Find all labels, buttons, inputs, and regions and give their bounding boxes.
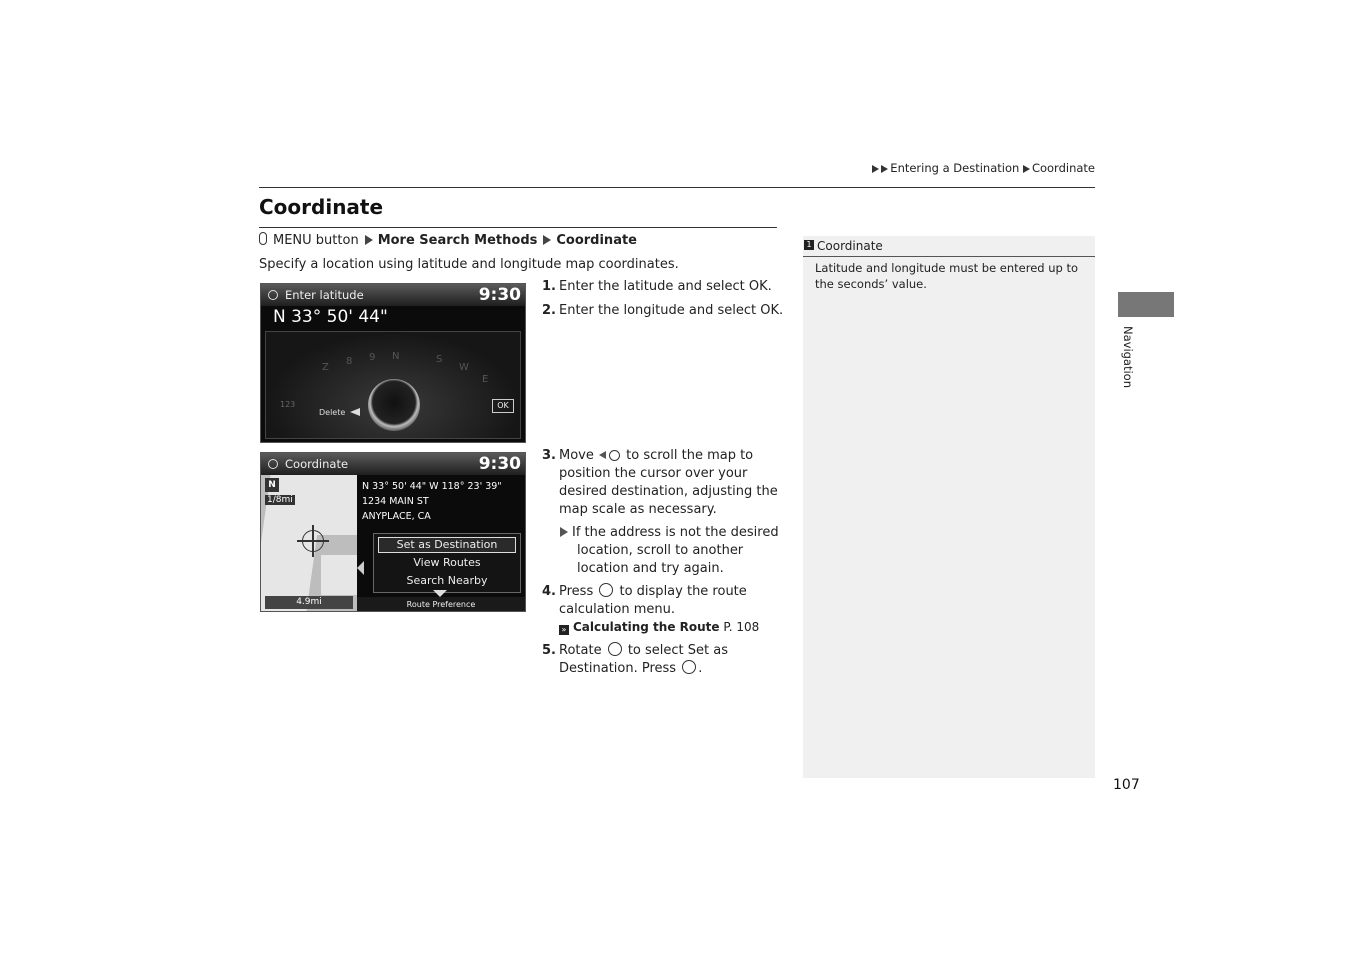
step-text: calculation menu. bbox=[559, 602, 675, 617]
screen-time: 9:30 bbox=[478, 454, 521, 474]
top-divider bbox=[259, 187, 1095, 188]
crosshair-icon bbox=[302, 530, 324, 552]
screen-header bbox=[261, 284, 525, 306]
step-text: . bbox=[779, 303, 784, 318]
step-text: desired destination, adjusting the bbox=[559, 484, 778, 499]
coordinate-map-screenshot bbox=[260, 452, 526, 612]
path-arrow-icon bbox=[365, 235, 373, 245]
breadcrumb-arrow-icon bbox=[881, 165, 888, 173]
step-keyword: Set as bbox=[687, 643, 728, 658]
step-number: 2. bbox=[542, 303, 556, 318]
north-arrow-icon: N bbox=[265, 478, 279, 492]
breadcrumb-section[interactable]: Entering a Destination bbox=[890, 161, 1020, 175]
step-keyword: OK bbox=[748, 279, 768, 294]
page-number: 107 bbox=[1113, 777, 1140, 793]
address-line: 1234 MAIN ST bbox=[362, 496, 429, 507]
side-note-header bbox=[803, 236, 1095, 257]
step-number: 1. bbox=[542, 279, 556, 294]
side-note-panel bbox=[803, 236, 1095, 778]
breadcrumb bbox=[872, 161, 1095, 175]
latitude-value: N 33° 50' 44" bbox=[273, 307, 388, 327]
step-text: Move bbox=[559, 448, 598, 463]
step-text: map scale as necessary. bbox=[559, 502, 717, 517]
rotate-knob-icon bbox=[608, 642, 622, 656]
city-line: ANYPLACE, CA bbox=[362, 511, 431, 522]
page-title: Coordinate bbox=[259, 195, 384, 219]
breadcrumb-arrow-icon bbox=[1023, 165, 1030, 173]
coordinate-readout: N 33° 50' 44" W 118° 23' 39" bbox=[362, 481, 502, 492]
step-text: Press bbox=[559, 584, 598, 599]
step-keyword: OK bbox=[760, 303, 779, 318]
enter-button-icon bbox=[682, 660, 696, 674]
dial-letter: W bbox=[459, 362, 469, 373]
ok-key: OK bbox=[492, 399, 514, 413]
destination-menu bbox=[373, 533, 521, 593]
map-scale-label: 1/8mi bbox=[267, 495, 293, 505]
map-land bbox=[311, 475, 357, 535]
interface-selector-icon bbox=[609, 450, 620, 461]
side-note-line: Latitude and longitude must be entered up to bbox=[815, 261, 1079, 275]
step-text: Enter the latitude and select bbox=[559, 279, 749, 294]
location-info bbox=[362, 479, 502, 524]
note-text: location, scroll to another bbox=[577, 543, 744, 558]
step-text: position the cursor over your bbox=[559, 466, 748, 481]
key-123: 123 bbox=[280, 400, 296, 409]
section-tab-label: Navigation bbox=[1121, 325, 1135, 389]
reference-icon: » bbox=[559, 625, 569, 635]
latitude-entry-screenshot bbox=[260, 283, 526, 443]
note-arrow-icon bbox=[560, 527, 568, 537]
route-preference-label: Route Preference bbox=[357, 597, 525, 611]
map-view bbox=[261, 475, 357, 611]
step-text: . bbox=[698, 661, 703, 676]
side-note-body bbox=[815, 260, 1083, 292]
section-tab[interactable] bbox=[1118, 292, 1174, 317]
dial-letter: 8 bbox=[346, 356, 353, 367]
screen-header bbox=[261, 453, 525, 475]
side-note-title: Coordinate bbox=[817, 239, 883, 253]
menu-view-routes: View Routes bbox=[413, 556, 481, 569]
microphone-icon bbox=[259, 232, 267, 245]
xref-title[interactable]: Calculating the Route bbox=[573, 620, 720, 634]
screen-title: Enter latitude bbox=[285, 288, 364, 302]
dial-letter: S bbox=[436, 354, 443, 365]
side-note-line: the seconds’ value. bbox=[815, 277, 927, 291]
down-arrow-icon bbox=[433, 590, 447, 597]
interface-dial-icon bbox=[368, 379, 420, 431]
delete-label: Delete bbox=[319, 408, 346, 417]
step-text: to select bbox=[623, 643, 688, 658]
map-scale-bar: 4.9mi bbox=[265, 596, 353, 609]
delete-arrow-icon bbox=[350, 408, 360, 416]
path-arrow-icon bbox=[543, 235, 551, 245]
breadcrumb-arrow-icon bbox=[872, 165, 879, 173]
step-3-note bbox=[560, 524, 779, 542]
move-left-icon bbox=[599, 451, 606, 459]
compass-icon bbox=[268, 290, 278, 300]
intro-text: Specify a location using latitude and longitude map coordinates. bbox=[259, 257, 679, 272]
menu-path-step2: Coordinate bbox=[556, 233, 637, 248]
step-text: to scroll the map to bbox=[622, 448, 754, 463]
step-text: to display the route bbox=[615, 584, 747, 599]
step-keyword: Destination. bbox=[559, 661, 638, 676]
note-text: If the address is not the desired bbox=[572, 525, 779, 540]
character-dial bbox=[265, 331, 521, 439]
step-text: Rotate bbox=[559, 643, 606, 658]
screen-title: Coordinate bbox=[285, 457, 349, 471]
menu-set-as-destination: Set as Destination bbox=[378, 537, 516, 553]
breadcrumb-current: Coordinate bbox=[1031, 161, 1095, 175]
step-number: 4. bbox=[542, 584, 556, 599]
step-number: 3. bbox=[542, 448, 556, 463]
menu-path bbox=[259, 232, 637, 248]
enter-button-icon bbox=[599, 583, 613, 597]
menu-path-start: MENU button bbox=[273, 233, 359, 248]
dial-letter: E bbox=[482, 374, 489, 385]
xref-page[interactable]: P. 108 bbox=[719, 620, 760, 634]
compass-icon bbox=[268, 459, 278, 469]
dial-letter: 9 bbox=[369, 352, 376, 363]
title-divider bbox=[259, 227, 777, 228]
step-text: Press bbox=[637, 661, 681, 676]
screen-time: 9:30 bbox=[478, 285, 521, 305]
menu-path-step1: More Search Methods bbox=[377, 233, 538, 248]
note-text: location and try again. bbox=[577, 561, 724, 576]
cross-reference[interactable] bbox=[559, 620, 759, 635]
back-arrow-icon bbox=[357, 561, 364, 575]
map-land bbox=[321, 555, 357, 595]
dial-letter: N bbox=[392, 351, 400, 362]
step-number: 5. bbox=[542, 643, 556, 658]
note-number-icon: 1 bbox=[804, 240, 814, 250]
step-text: Enter the longitude and select bbox=[559, 303, 761, 318]
menu-search-nearby: Search Nearby bbox=[406, 574, 488, 587]
dial-letter: Z bbox=[322, 362, 329, 373]
step-text: . bbox=[767, 279, 772, 294]
